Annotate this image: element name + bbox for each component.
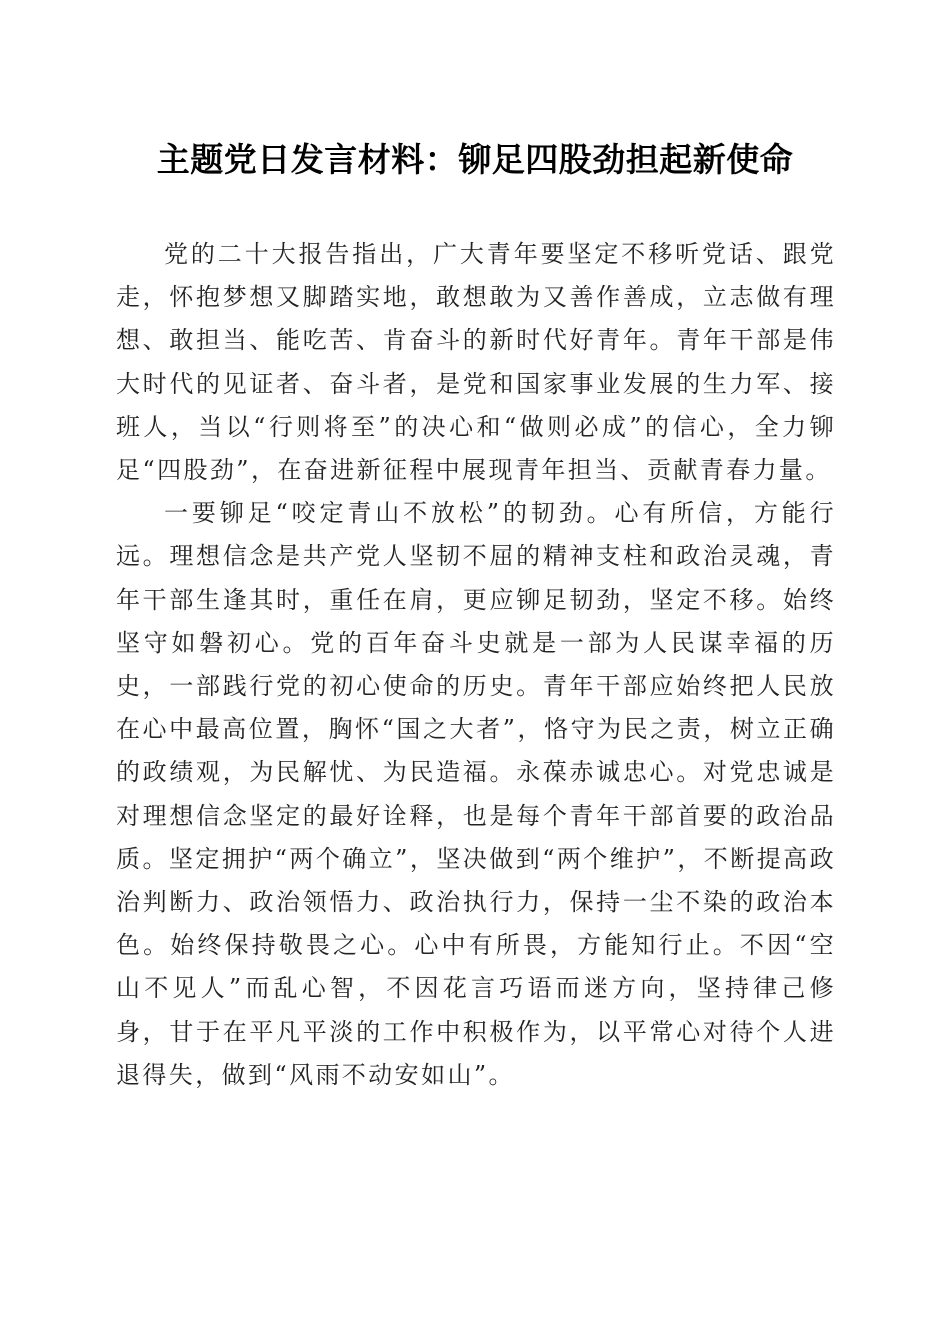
document-body <box>116 233 836 1097</box>
paragraph-first-point: 一要铆足“咬定青山不放松”的韧劲。心有所信，方能行远。理想信念是共产党人坚韧不屈的精神支柱和政治灵魂，青年干部生逢其时，重任在肩，更应铆足韧劲，坚定不移。始终坚守如磐初心。党的百年奋斗史就是一部为人民谋幸福的历史，一部践行党的初心使命的历史。青年干部应始终把人民放在心中最高位置，胸怀“国之大者”，恪守为民之责，树立正确的政绩观，为民解忧、为民造福。永葆赤诚忠心。对党忠诚是对理想信念坚定的最好诠释，也是每个青年干部首要的政治品质。坚定拥护“两个确立”，坚决做到“两个维护”，不断提高政治判断力、政治领悟力、政治执行力，保持一尘不染的政治本色。始终保持敬畏之心。心中有所畏，方能知行止。不因“空山不见人”而乱心智，不因花言巧语而迷方向，坚持律己修身，甘于在平凡平淡的工作中积极作为，以平常心对待个人进退得失，做到“风雨不动安如山”。 <box>116 499 836 1089</box>
paragraph-intro: 党的二十大报告指出，广大青年要坚定不移听党话、跟党走，怀抱梦想又脚踏实地，敢想敢为又善作善成，立志做有理想、敢担当、能吃苦、肯奋斗的新时代好青年。青年干部是伟大时代的见证者、奋斗者，是党和国家事业发展的生力军、接班人，当以“行则将至”的决心和“做则必成”的信心，全力铆足“四股劲”，在奋进新征程中展现青年担当、贡献青春力量。 <box>116 240 836 485</box>
document-title: 主题党日发言材料：铆足四股劲担起新使命 <box>156 140 794 179</box>
